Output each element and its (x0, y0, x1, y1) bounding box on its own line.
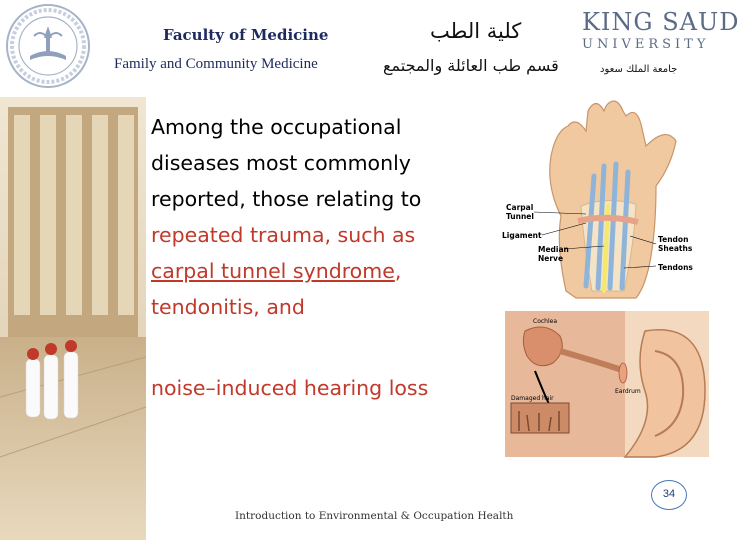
label-cochlea: Cochlea (533, 318, 557, 325)
page-number-badge: 34 (651, 480, 687, 510)
footer-course-title: Introduction to Environmental & Occupation Health (235, 510, 514, 522)
department-name-ar: قسم طب العائلة والمجتمع (383, 56, 559, 75)
ksu-wordmark-logo (570, 6, 739, 56)
campus-photo (0, 97, 146, 540)
faculty-name-ar: كلية الطب (430, 19, 522, 43)
department-name-en: Family and Community Medicine (114, 56, 318, 72)
ksu-seal-logo (4, 2, 92, 90)
label-median-nerve: Median (538, 245, 569, 254)
noise-hearing-loss-text: noise–induced hearing loss (151, 376, 429, 400)
paragraph-repeated-trauma: repeated trauma, such as (151, 223, 416, 247)
label-tendon-sheaths-2: Sheaths (658, 244, 693, 253)
label-tendon-sheaths: Tendon (658, 235, 689, 244)
label-eardrum: Eardrum (615, 388, 641, 395)
faculty-name-en: Faculty of Medicine (163, 26, 329, 44)
university-name-line1: KING SAUD (582, 8, 739, 36)
paragraph-intro: Among the occupational diseases most commonly reported, those relating to (151, 115, 422, 211)
label-tendons: Tendons (658, 263, 693, 272)
ear-hearing-loss-illustration (505, 311, 709, 457)
label-ligament: Ligament (502, 231, 542, 240)
paragraph-comma: , (394, 259, 402, 283)
body-paragraph (151, 109, 461, 325)
paragraph-tendonitis: tendonitis, and (151, 295, 305, 319)
university-name-ar: جامعة الملك سعود (600, 64, 678, 75)
label-damaged-hair: Damaged hair (511, 395, 554, 402)
carpal-tunnel-link[interactable]: carpal tunnel syndrome (151, 259, 395, 283)
label-carpal-tunnel-2: Tunnel (506, 212, 534, 221)
label-median-nerve-2: Nerve (538, 254, 564, 263)
label-carpal-tunnel: Carpal (506, 203, 534, 212)
carpal-tunnel-illustration (502, 86, 706, 298)
university-name-line2: UNIVERSITY (582, 37, 710, 52)
